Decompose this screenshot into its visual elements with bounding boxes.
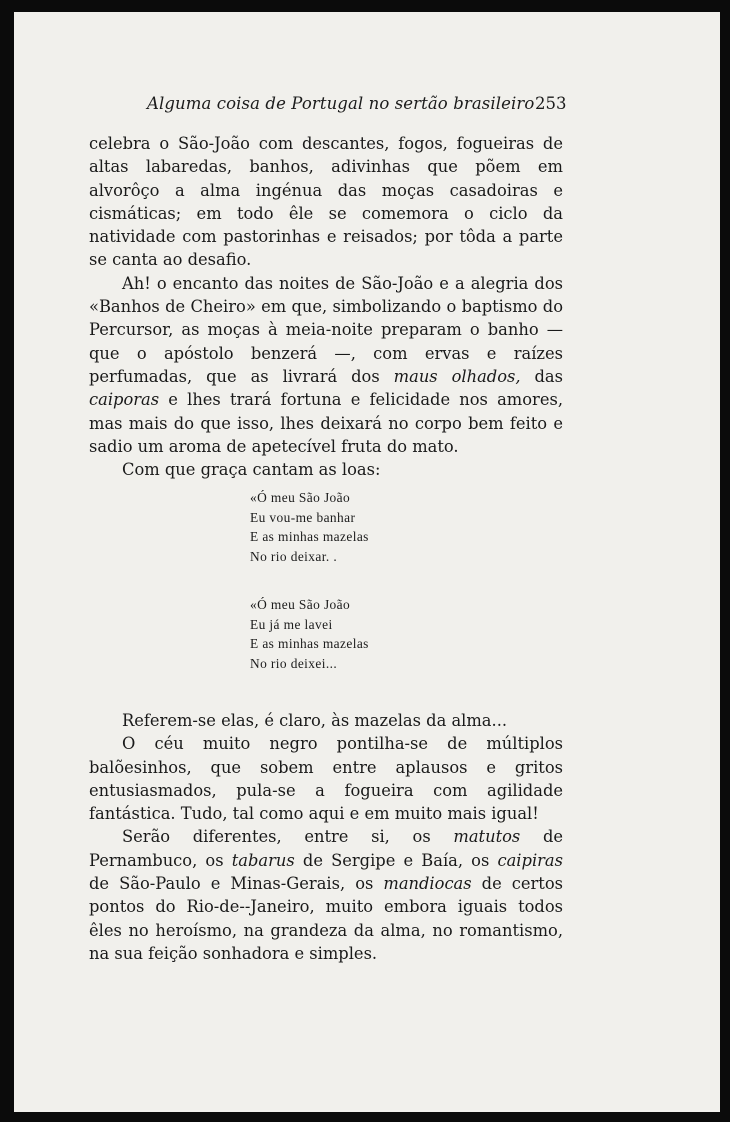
paragraph-4: Referem-se elas, é claro, às mazelas da alma... <box>122 711 508 730</box>
body-text-upper <box>89 132 563 481</box>
verse-line: No rio deixei... <box>250 655 338 671</box>
paragraph-3: Com que graça cantam as loas: <box>122 460 381 480</box>
verse-line: Eu vou-me banhar <box>250 509 356 525</box>
italic-tabarus: tabarus <box>231 850 295 870</box>
italic-caipiras: caipiras <box>497 850 563 870</box>
verse-line: «Ó meu São João <box>250 597 351 612</box>
page-header <box>14 94 720 120</box>
paragraph-2-text-b: das <box>520 366 563 386</box>
paragraph-6 <box>89 825 563 965</box>
verse-line: No rio deixar. . <box>250 548 338 564</box>
italic-matutos: matutos <box>453 827 521 847</box>
paragraph-5: O céu muito negro pontilha-se de múltiplos balõesinhos, que sobem entre aplausos e gritos entusiasmados, pula-se a fogueira com agilidade fantástica. Tudo, tal como aqui e em muito mais igual! <box>89 734 563 824</box>
verse-stanza-2 <box>250 595 450 673</box>
paragraph-2-text-c: e lhes trará fortuna e felicidade nos amores, mas mais do que isso, lhes deixará no corpo bem feito e sadio um aroma de apetecível fruta do mato. <box>89 390 563 456</box>
italic-maus-olhados: maus olhados, <box>393 366 521 386</box>
paragraph-6-text-a: Serão diferentes, entre si, os <box>122 827 454 847</box>
verse-line: E as minhas mazelas <box>250 636 369 651</box>
paragraph-6-text-d: de São-Paulo e Minas-Gerais, os <box>89 874 384 894</box>
book-page <box>14 12 720 1112</box>
verse-line: E as minhas mazelas <box>250 529 369 544</box>
paragraph-6-text-e: de certos pontos do Rio-de--Janeiro, muito embora iguais todos êles no heroísmo, na grandeza da alma, no romantismo, na sua feição sonhadora e simples. <box>89 874 563 963</box>
verse-line: «Ó meu São João <box>250 490 351 505</box>
italic-mandiocas: mandiocas <box>383 874 472 894</box>
page-number: 253 <box>535 94 567 113</box>
paragraph-2-text-a: Ah! o encanto das noites de São-João e a alegria dos «Banhos de Cheiro» em que, simbolizando o baptismo do Percursor, as moças à meia-noite preparam o banho — que o apóstolo benzerá —, com ervas e raízes perfumadas, que as livrará dos <box>89 273 563 386</box>
running-title: Alguma coisa de Portugal no sertão brasileiro <box>147 94 535 113</box>
paragraph-2 <box>89 272 563 458</box>
paragraph-6-text-c: de Sergipe e Baía, os <box>294 850 498 870</box>
verse-stanza-1 <box>250 488 450 566</box>
body-text-lower <box>89 709 563 965</box>
paragraph-6-text-b: de Pernambuco, os <box>89 827 564 870</box>
italic-caiporas: caiporas <box>89 390 160 410</box>
verse-line: Eu já me lavei <box>250 616 333 632</box>
paragraph-1: celebra o São-João com descantes, fogos, fogueiras de altas labaredas, banhos, adivinhas que põem em alvorôço a alma ingénua das moças casadoiras e cismáticas; em todo êle se comemora o ciclo da natividade com pastorinhas e reisados; por tôda a parte se canta ao desafio. <box>89 134 563 270</box>
